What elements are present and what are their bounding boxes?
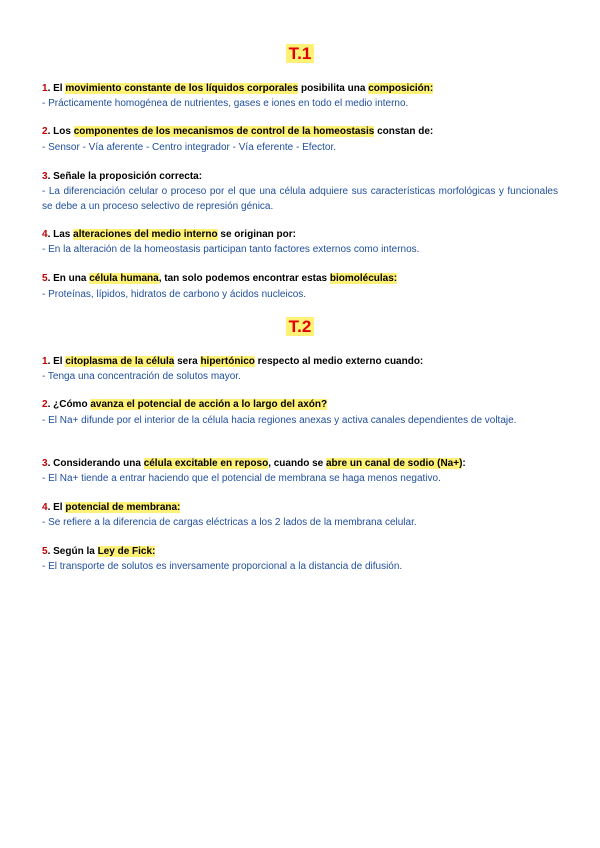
answer-t1-5: - Proteínas, lípidos, hidratos de carbono y ácidos nucleicos. [42,289,307,300]
question-t2-2: 2. ¿Cómo avanza el potencial de acción a lo largo del axón? [42,399,328,410]
question-t2-5: 5. Según la Ley de Fick: [42,546,156,557]
question-t2-4: 4. El potencial de membrana: [42,502,181,513]
answer-t1-2: - Sensor - Vía aferente - Centro integrador - Vía eferente - Efector. [42,142,337,153]
answer-t1-1: - Prácticamente homogénea de nutrientes, gases e iones en todo el medio interno. [42,98,409,109]
answer-t1-4: - En la alteración de la homeostasis participan tanto factores externos como internos. [42,244,420,255]
answer-t1-3: - La diferenciación celular o proceso por el que una célula adquiere sus características morfológicas y funcionales se debe a un proceso selectivo de represión génica. [42,186,558,212]
section-title-t1: T.1 [0,43,600,65]
answer-t2-5: - El transporte de solutos es inversamente proporcional a la distancia de difusión. [42,561,403,572]
section-title-t2: T.2 [0,316,600,338]
question-t1-3: 3. Señale la proposición correcta: [42,171,203,182]
answer-t2-3: - El Na+ tiende a entrar haciendo que el potencial de membrana se haga menos negativo. [42,473,441,484]
question-t1-4: 4. Las alteraciones del medio interno se originan por: [42,229,296,240]
answer-t2-4: - Se refiere a la diferencia de cargas eléctricas a los 2 lados de la membrana celular. [42,517,417,528]
question-t2-3: 3. Considerando una célula excitable en reposo, cuando se abre un canal de sodio (Na+): [42,458,466,469]
answer-t2-1: - Tenga una concentración de solutos mayor. [42,371,241,382]
question-t1-2: 2. Los componentes de los mecanismos de control de la homeostasis constan de: [42,126,434,137]
answer-t2-2: - El Na+ difunde por el interior de la célula hacia regiones anexas y activa canales dependientes de voltaje. [42,415,517,426]
question-t2-1: 1. El citoplasma de la célula sera hipertónico respecto al medio externo cuando: [42,356,424,367]
question-t1-5: 5. En una célula humana, tan solo podemos encontrar estas biomoléculas: [42,273,398,284]
question-t1-1: 1. El movimiento constante de los líquidos corporales posibilita una composición: [42,83,434,94]
